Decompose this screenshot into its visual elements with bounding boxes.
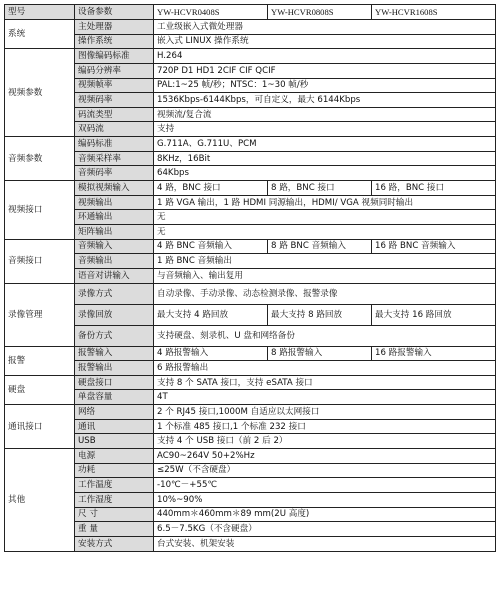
spec-row — [5, 20, 496, 35]
spec-row — [5, 463, 496, 478]
value-cell: 无 — [154, 224, 496, 239]
value-cell: 64Kbps — [154, 166, 496, 181]
param-label: 工作温度 — [75, 478, 154, 493]
param-label: 工作湿度 — [75, 492, 154, 507]
spec-row — [5, 478, 496, 493]
value-cell: G.711A、G.711U、PCM — [154, 137, 496, 152]
spec-row — [5, 304, 496, 325]
value-cell: AC90~264V 50+2%Hz — [154, 449, 496, 464]
param-label: 网络 — [75, 405, 154, 420]
value-cell: 支持 — [154, 122, 496, 137]
spec-table-body — [5, 5, 496, 552]
param-label: 环通输出 — [75, 210, 154, 225]
spec-row — [5, 49, 496, 64]
value-cell: ≤25W（不含硬盘） — [154, 463, 496, 478]
spec-row — [5, 390, 496, 405]
spec-row — [5, 375, 496, 390]
category-cell: 其他 — [5, 449, 75, 551]
value-cell: 1 路 VGA 输出，1 路 HDMI 同源输出，HDMI/ VGA 视频同时输出 — [154, 195, 496, 210]
category-cell: 视频参数 — [5, 49, 75, 137]
spec-row — [5, 78, 496, 93]
param-label: 主处理器 — [75, 20, 154, 35]
param-label: 视频码率 — [75, 93, 154, 108]
spec-row — [5, 268, 496, 283]
category-cell: 音频接口 — [5, 239, 75, 283]
param-label: 安装方式 — [75, 536, 154, 551]
value-cell: 自动录像、手动录像、动态检测录像、报警录像 — [154, 283, 496, 304]
param-label: 操作系统 — [75, 34, 154, 49]
spec-row — [5, 34, 496, 49]
param-label: 通讯 — [75, 419, 154, 434]
param-label: 音频码率 — [75, 166, 154, 181]
model-name: YW-HCVR0808S — [268, 5, 372, 20]
param-label: 视频帧率 — [75, 78, 154, 93]
param-label: 码流类型 — [75, 107, 154, 122]
param-header: 设备参数 — [75, 5, 154, 20]
param-label: 功耗 — [75, 463, 154, 478]
model-name: YW-HCVR0408S — [154, 5, 268, 20]
spec-row — [5, 434, 496, 449]
spec-row — [5, 63, 496, 78]
spec-row — [5, 210, 496, 225]
value-cell: H.264 — [154, 49, 496, 64]
param-label: 音频采样率 — [75, 151, 154, 166]
spec-row — [5, 239, 496, 254]
spec-row — [5, 419, 496, 434]
spec-row — [5, 325, 496, 346]
category-cell: 通讯接口 — [5, 405, 75, 449]
param-label: 矩阵输出 — [75, 224, 154, 239]
param-label: 备份方式 — [75, 325, 154, 346]
spec-row — [5, 522, 496, 537]
value-cell: 2 个 RJ45 接口,1000M 自适应以太网接口 — [154, 405, 496, 420]
param-label: 尺 寸 — [75, 507, 154, 522]
value-cell: 720P D1 HD1 2CIF CIF QCIF — [154, 63, 496, 78]
param-label: 语音对讲输入 — [75, 268, 154, 283]
value-cell: 最大支持 4 路回放 — [154, 304, 268, 325]
spec-row — [5, 122, 496, 137]
param-label: 单盘容量 — [75, 390, 154, 405]
param-label: 视频输出 — [75, 195, 154, 210]
spec-row — [5, 166, 496, 181]
spec-row — [5, 346, 496, 361]
value-cell: 8KHz，16Bit — [154, 151, 496, 166]
value-cell: 16 路 BNC 音频输入 — [372, 239, 496, 254]
spec-row — [5, 93, 496, 108]
value-cell: 支持 4 个 USB 接口（前 2 后 2） — [154, 434, 496, 449]
model-header: 型号 — [5, 5, 75, 20]
param-label: 电源 — [75, 449, 154, 464]
spec-row — [5, 254, 496, 269]
spec-row — [5, 507, 496, 522]
param-label: 硬盘接口 — [75, 375, 154, 390]
value-cell: 8 路 BNC 音频输入 — [268, 239, 372, 254]
value-cell: 最大支持 16 路回放 — [372, 304, 496, 325]
param-label: 音频输入 — [75, 239, 154, 254]
spec-row — [5, 361, 496, 376]
value-cell: 10%~90% — [154, 492, 496, 507]
spec-table — [4, 4, 496, 552]
value-cell: 支持 8 个 SATA 接口，支持 eSATA 接口 — [154, 375, 496, 390]
param-label: 重 量 — [75, 522, 154, 537]
value-cell: 4 路报警输入 — [154, 346, 268, 361]
spec-row — [5, 107, 496, 122]
value-cell: 4 路，BNC 接口 — [154, 181, 268, 196]
param-label: 报警输出 — [75, 361, 154, 376]
param-label: USB — [75, 434, 154, 449]
spec-row — [5, 151, 496, 166]
spec-row — [5, 181, 496, 196]
spec-row — [5, 405, 496, 420]
spec-row — [5, 492, 496, 507]
value-cell: PAL:1~25 帧/秒；NTSC：1~30 帧/秒 — [154, 78, 496, 93]
value-cell: 嵌入式 LINUX 操作系统 — [154, 34, 496, 49]
param-label: 图像编码标准 — [75, 49, 154, 64]
param-label: 报警输入 — [75, 346, 154, 361]
value-cell: 16 路报警输入 — [372, 346, 496, 361]
header-row — [5, 5, 496, 20]
value-cell: 与音频输入、输出复用 — [154, 268, 496, 283]
param-label: 编码标准 — [75, 137, 154, 152]
value-cell: 8 路，BNC 接口 — [268, 181, 372, 196]
value-cell: 8 路报警输入 — [268, 346, 372, 361]
value-cell: 4T — [154, 390, 496, 405]
value-cell: 6.5－7.5KG（不含硬盘） — [154, 522, 496, 537]
category-cell: 视频接口 — [5, 181, 75, 240]
value-cell: 1 路 BNC 音频输出 — [154, 254, 496, 269]
category-cell: 硬盘 — [5, 375, 75, 404]
spec-row — [5, 137, 496, 152]
category-cell: 报警 — [5, 346, 75, 375]
value-cell: 最大支持 8 路回放 — [268, 304, 372, 325]
model-name: YW-HCVR1608S — [372, 5, 496, 20]
value-cell: 无 — [154, 210, 496, 225]
value-cell: -10℃－+55℃ — [154, 478, 496, 493]
value-cell: 支持硬盘、刻录机、U 盘和网络备份 — [154, 325, 496, 346]
value-cell: 1536Kbps-6144Kbps，可自定义，最大 6144Kbps — [154, 93, 496, 108]
param-label: 录像方式 — [75, 283, 154, 304]
spec-row — [5, 195, 496, 210]
param-label: 双码流 — [75, 122, 154, 137]
value-cell: 1 个标准 485 接口,1 个标准 232 接口 — [154, 419, 496, 434]
spec-row — [5, 224, 496, 239]
value-cell: 4 路 BNC 音频输入 — [154, 239, 268, 254]
value-cell: 440mm＊460mm＊89 mm(2U 高度) — [154, 507, 496, 522]
spec-row — [5, 449, 496, 464]
category-cell: 录像管理 — [5, 283, 75, 346]
value-cell: 工业级嵌入式微处理器 — [154, 20, 496, 35]
value-cell: 16 路，BNC 接口 — [372, 181, 496, 196]
category-cell: 系统 — [5, 20, 75, 49]
value-cell: 6 路报警输出 — [154, 361, 496, 376]
category-cell: 音频参数 — [5, 137, 75, 181]
param-label: 模拟视频输入 — [75, 181, 154, 196]
param-label: 录像回放 — [75, 304, 154, 325]
value-cell: 视频流/复合流 — [154, 107, 496, 122]
param-label: 编码分辨率 — [75, 63, 154, 78]
spec-row — [5, 536, 496, 551]
spec-row — [5, 283, 496, 304]
param-label: 音频输出 — [75, 254, 154, 269]
value-cell: 台式安装、机架安装 — [154, 536, 496, 551]
